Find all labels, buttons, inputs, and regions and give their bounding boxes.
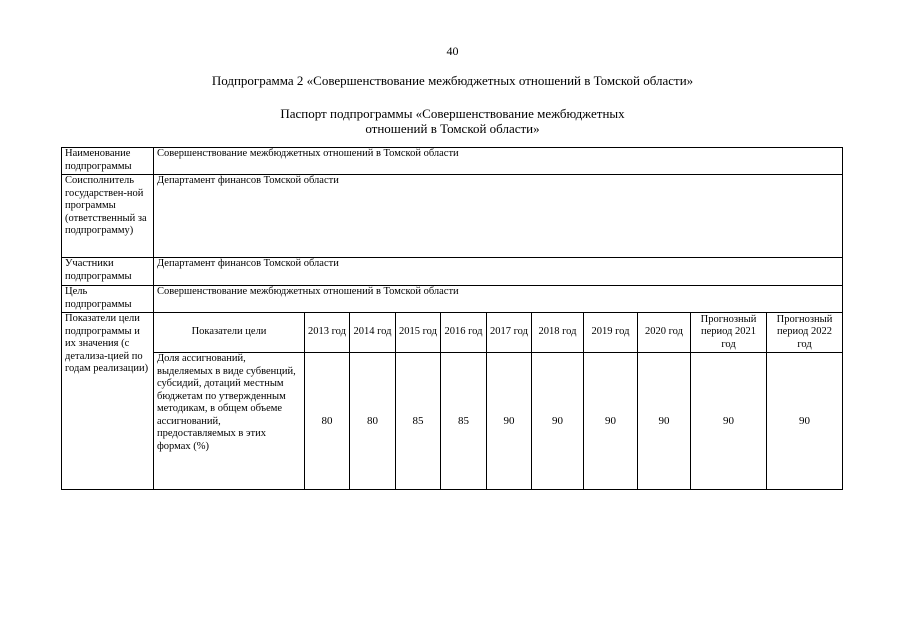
indicator-header-label: Показатели цели: [154, 313, 305, 353]
year-header: 2017 год: [487, 313, 532, 353]
indicator-value: 80: [305, 353, 350, 490]
passport-table: [61, 147, 843, 490]
row-value-coexecutor: Департамент финансов Томской области: [154, 175, 843, 258]
indicator-value: 90: [584, 353, 638, 490]
year-header: 2016 год: [441, 313, 487, 353]
row-value-goal: Совершенствование межбюджетных отношений в Томской области: [154, 286, 843, 313]
year-header: 2014 год: [350, 313, 396, 353]
indicator-value: 80: [350, 353, 396, 490]
year-header: Прогнозный период 2022 год: [767, 313, 843, 353]
subprogram-title: Подпрограмма 2 «Совершенствование межбюджетных отношений в Томской области»: [211, 73, 694, 88]
table-row: [62, 286, 843, 313]
row-label-name: Наименование подпрограммы: [62, 148, 154, 175]
page-number: 40: [446, 44, 459, 58]
indicator-value: 90: [532, 353, 584, 490]
year-header: Прогнозный период 2021 год: [691, 313, 767, 353]
passport-title-line1: Паспорт подпрограммы «Совершенствование межбюджетных: [280, 106, 625, 121]
indicator-value: 85: [396, 353, 441, 490]
table-row: [62, 258, 843, 286]
passport-title: [0, 106, 905, 136]
indicator-value: 90: [638, 353, 691, 490]
year-header: 2013 год: [305, 313, 350, 353]
row-value-name: Совершенствование межбюджетных отношений в Томской области: [154, 148, 843, 175]
row-value-participants: Департамент финансов Томской области: [154, 258, 843, 286]
indicator-value: 85: [441, 353, 487, 490]
indicator-value: 90: [691, 353, 767, 490]
row-label-coexecutor: Соисполнитель государствен-ной программы (ответственный за подпрограмму): [62, 175, 154, 258]
row-label-participants: Участники подпрограммы: [62, 258, 154, 286]
row-label-indicators: Показатели цели подпрограммы и их значения (с детализа-цией по годам реализации): [62, 313, 154, 490]
indicator-value: 90: [767, 353, 843, 490]
indicator-header-row: [62, 313, 843, 353]
row-label-goal: Цель подпрограммы: [62, 286, 154, 313]
table-row: [62, 148, 843, 175]
indicator-value-row: [62, 353, 843, 490]
year-header: 2019 год: [584, 313, 638, 353]
year-header: 2015 год: [396, 313, 441, 353]
year-header: 2020 год: [638, 313, 691, 353]
passport-title-line2: отношений в Томской области»: [365, 121, 540, 136]
indicator-value: 90: [487, 353, 532, 490]
year-header: 2018 год: [532, 313, 584, 353]
indicator-name: Доля ассигнований, выделяемых в виде субвенций, субсидий, дотаций местным бюджетам по утвержденным методикам, в общем объеме ассигнований, предоставляемых в этих формах (%): [154, 353, 305, 490]
table-row: [62, 175, 843, 258]
